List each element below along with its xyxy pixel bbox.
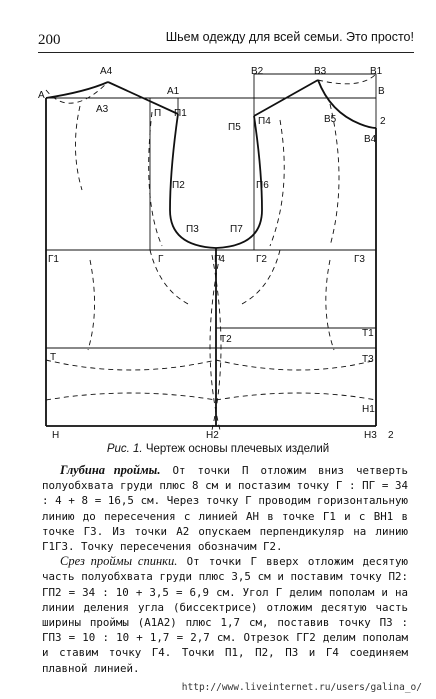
page-header (38, 30, 414, 52)
caption-text: Чертеж основы плечевых изделий (145, 443, 330, 455)
running-title: Шьем одежду для всей семьи. Это просто! (165, 30, 414, 44)
label-B5: B5 (324, 114, 337, 125)
label-T2: Т2 (220, 334, 232, 345)
label-G3: Г3 (354, 254, 365, 265)
label-H1: Н1 (362, 404, 375, 415)
paragraph-lead: Срез проймы спинки. (60, 554, 178, 569)
caption-prefix: Рис. 1. (106, 443, 143, 455)
paragraph-body: От точки П отложим вниз четверть полуобхвата груди плюс 8 см и постазим точку Г : ПГ = 34 : 4 + 8 = 16,5 см. Через точку Г проводим горизонтальную линию до пересечения с линией АН в точке Г1 и с ВН1 в точке Г3. Из точки А2 опускаем перпендикуляр на линию Г1Г3. Точку пересечения обозначим Г2. (42, 464, 409, 554)
label-H3: Н3 (364, 430, 377, 440)
label-A: A (38, 90, 45, 101)
header-rule (38, 52, 414, 53)
label-P3: П3 (186, 224, 199, 235)
label-B3: B3 (314, 66, 327, 77)
pattern-drawing (30, 60, 414, 440)
label-P: П (154, 108, 162, 119)
label-G: Г (158, 254, 164, 265)
label-B4: B4 (364, 134, 377, 145)
watermark-url: http://www.liveinternet.ru/users/galina_o/ (181, 682, 422, 693)
label-B1: B1 (370, 66, 383, 77)
paragraph-lead: Глубина проймы. (60, 463, 161, 477)
paragraph-back-armhole (42, 554, 408, 676)
label-G4: Г4 (214, 254, 225, 265)
label-B2: B2 (251, 66, 264, 77)
label-A1: A1 (167, 86, 180, 97)
label-G2: Г2 (256, 254, 267, 265)
label-T: Т (50, 352, 57, 363)
label-B: B (378, 86, 385, 97)
label-P7: П7 (230, 224, 243, 235)
body-text (42, 463, 408, 676)
label-T1: Т1 (362, 328, 374, 339)
paragraph-body: От точки Г вверх отложим десятую часть полуобхвата груди плюс 3,5 см и поставим точку П2: ГП2 = 34 : 10 + 3,5 = 6,9 см. Угол Г делим пополам и на линии деления угла (биссектрисе) отложим десятую часть ширины проймы (А1А2) плюс 1,7 см, поставив точку П3 : ГП3 = 10 : 10 + 1,7 = 2,7 см. Отрезок ГГ2 делим пополам и ставим точку Г4. Точки П1, П2, П3 и Г4 соединяем плавной линией. (42, 555, 409, 675)
label-T3: Т3 (362, 354, 374, 365)
label-H2: Н2 (206, 430, 219, 440)
label-A4: A4 (100, 66, 113, 77)
label-two-top: 2 (380, 116, 386, 127)
label-H: Н (52, 430, 60, 440)
back-neckline (46, 82, 108, 98)
label-P1: П1 (174, 108, 187, 119)
label-P2: П2 (172, 180, 185, 191)
label-A3: A3 (96, 104, 109, 115)
label-P6: П6 (256, 180, 269, 191)
label-P4: П4 (258, 116, 271, 127)
page-number: 200 (38, 32, 61, 48)
label-P5: П5 (228, 122, 241, 133)
label-two-bottom: 2 (388, 430, 394, 440)
paragraph-armhole-depth (42, 463, 408, 554)
label-G1: Г1 (48, 254, 59, 265)
figure-caption (0, 443, 436, 455)
